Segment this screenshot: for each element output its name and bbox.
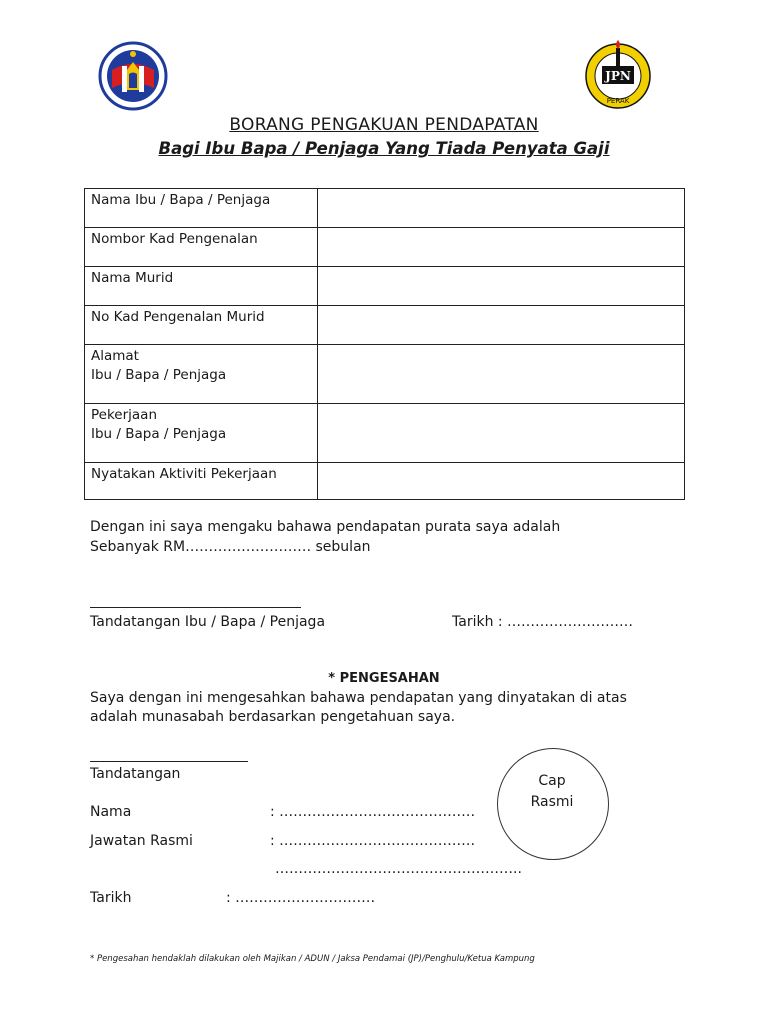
verifier-position-field-line2[interactable]: …………………………………………….. (275, 861, 522, 877)
svg-text:JPN: JPN (605, 69, 631, 83)
verification-line2: adalah munasabah berdasarkan pengetahuan saya. (90, 709, 456, 725)
table-row (85, 228, 685, 267)
table-row (85, 189, 685, 228)
parent-signature-line[interactable] (90, 607, 301, 608)
row-label: No Kad Pengenalan Murid (85, 306, 318, 345)
verifier-position-field[interactable]: : …………………………………… (270, 833, 476, 849)
parent-address-field[interactable] (318, 345, 685, 404)
jpn-perak-logo (582, 38, 654, 110)
declaration-line1: Dengan ini saya mengaku bahawa pendapatan purata saya adalah (90, 519, 561, 535)
parent-ic-field[interactable] (318, 228, 685, 267)
official-stamp-label (497, 771, 607, 813)
row-label: Nama Murid (85, 267, 318, 306)
table-row (85, 404, 685, 463)
form-subtitle: Bagi Ibu Bapa / Penjaga Yang Tiada Penyata Gaji (158, 139, 610, 158)
verifier-signature-line[interactable] (90, 761, 248, 762)
row-label: Pekerjaan Ibu / Bapa / Penjaga (85, 404, 318, 463)
form-title: BORANG PENGAKUAN PENDAPATAN (229, 115, 539, 135)
student-ic-field[interactable] (318, 306, 685, 345)
verifier-signature-label: Tandatangan (90, 766, 181, 782)
table-row (85, 463, 685, 500)
row-label: Nombor Kad Pengenalan (85, 228, 318, 267)
verifier-date-field[interactable]: : ………………………… (226, 890, 376, 906)
table-row (85, 345, 685, 404)
ministry-of-education-logo (98, 40, 168, 112)
verifier-date-label: Tarikh (90, 890, 132, 906)
parent-date-label: Tarikh : ……………………… (452, 614, 634, 630)
verifier-name-field[interactable]: : …………………………………… (270, 804, 476, 820)
student-name-field[interactable] (318, 267, 685, 306)
row-label: Nyatakan Aktiviti Pekerjaan (85, 463, 318, 500)
parent-occupation-field[interactable] (318, 404, 685, 463)
perak-logo-text: PERAK (606, 97, 630, 105)
footnote: * Pengesahan hendaklah dilakukan oleh Majikan / ADUN / Jaksa Pendamai (JP)/Penghulu/Ketua Kampung (90, 954, 535, 964)
table-row (85, 267, 685, 306)
stamp-label-line2: Rasmi (530, 794, 574, 810)
occupation-activity-field[interactable] (318, 463, 685, 500)
parent-name-field[interactable] (318, 189, 685, 228)
verifier-position-label: Jawatan Rasmi (90, 833, 193, 849)
table-row (85, 306, 685, 345)
row-label: Nama Ibu / Bapa / Penjaga (85, 189, 318, 228)
parent-signature-label: Tandatangan Ibu / Bapa / Penjaga (90, 614, 326, 630)
applicant-info-table (84, 188, 685, 500)
stamp-label-line1: Cap (538, 773, 566, 789)
verification-heading: * PENGESAHAN (328, 671, 440, 686)
declaration-line2: Sebanyak RM……………………… sebulan (90, 539, 371, 555)
verifier-name-label: Nama (90, 804, 132, 820)
row-label: Alamat Ibu / Bapa / Penjaga (85, 345, 318, 404)
verification-line1: Saya dengan ini mengesahkan bahawa pendapatan yang dinyatakan di atas (90, 690, 627, 706)
